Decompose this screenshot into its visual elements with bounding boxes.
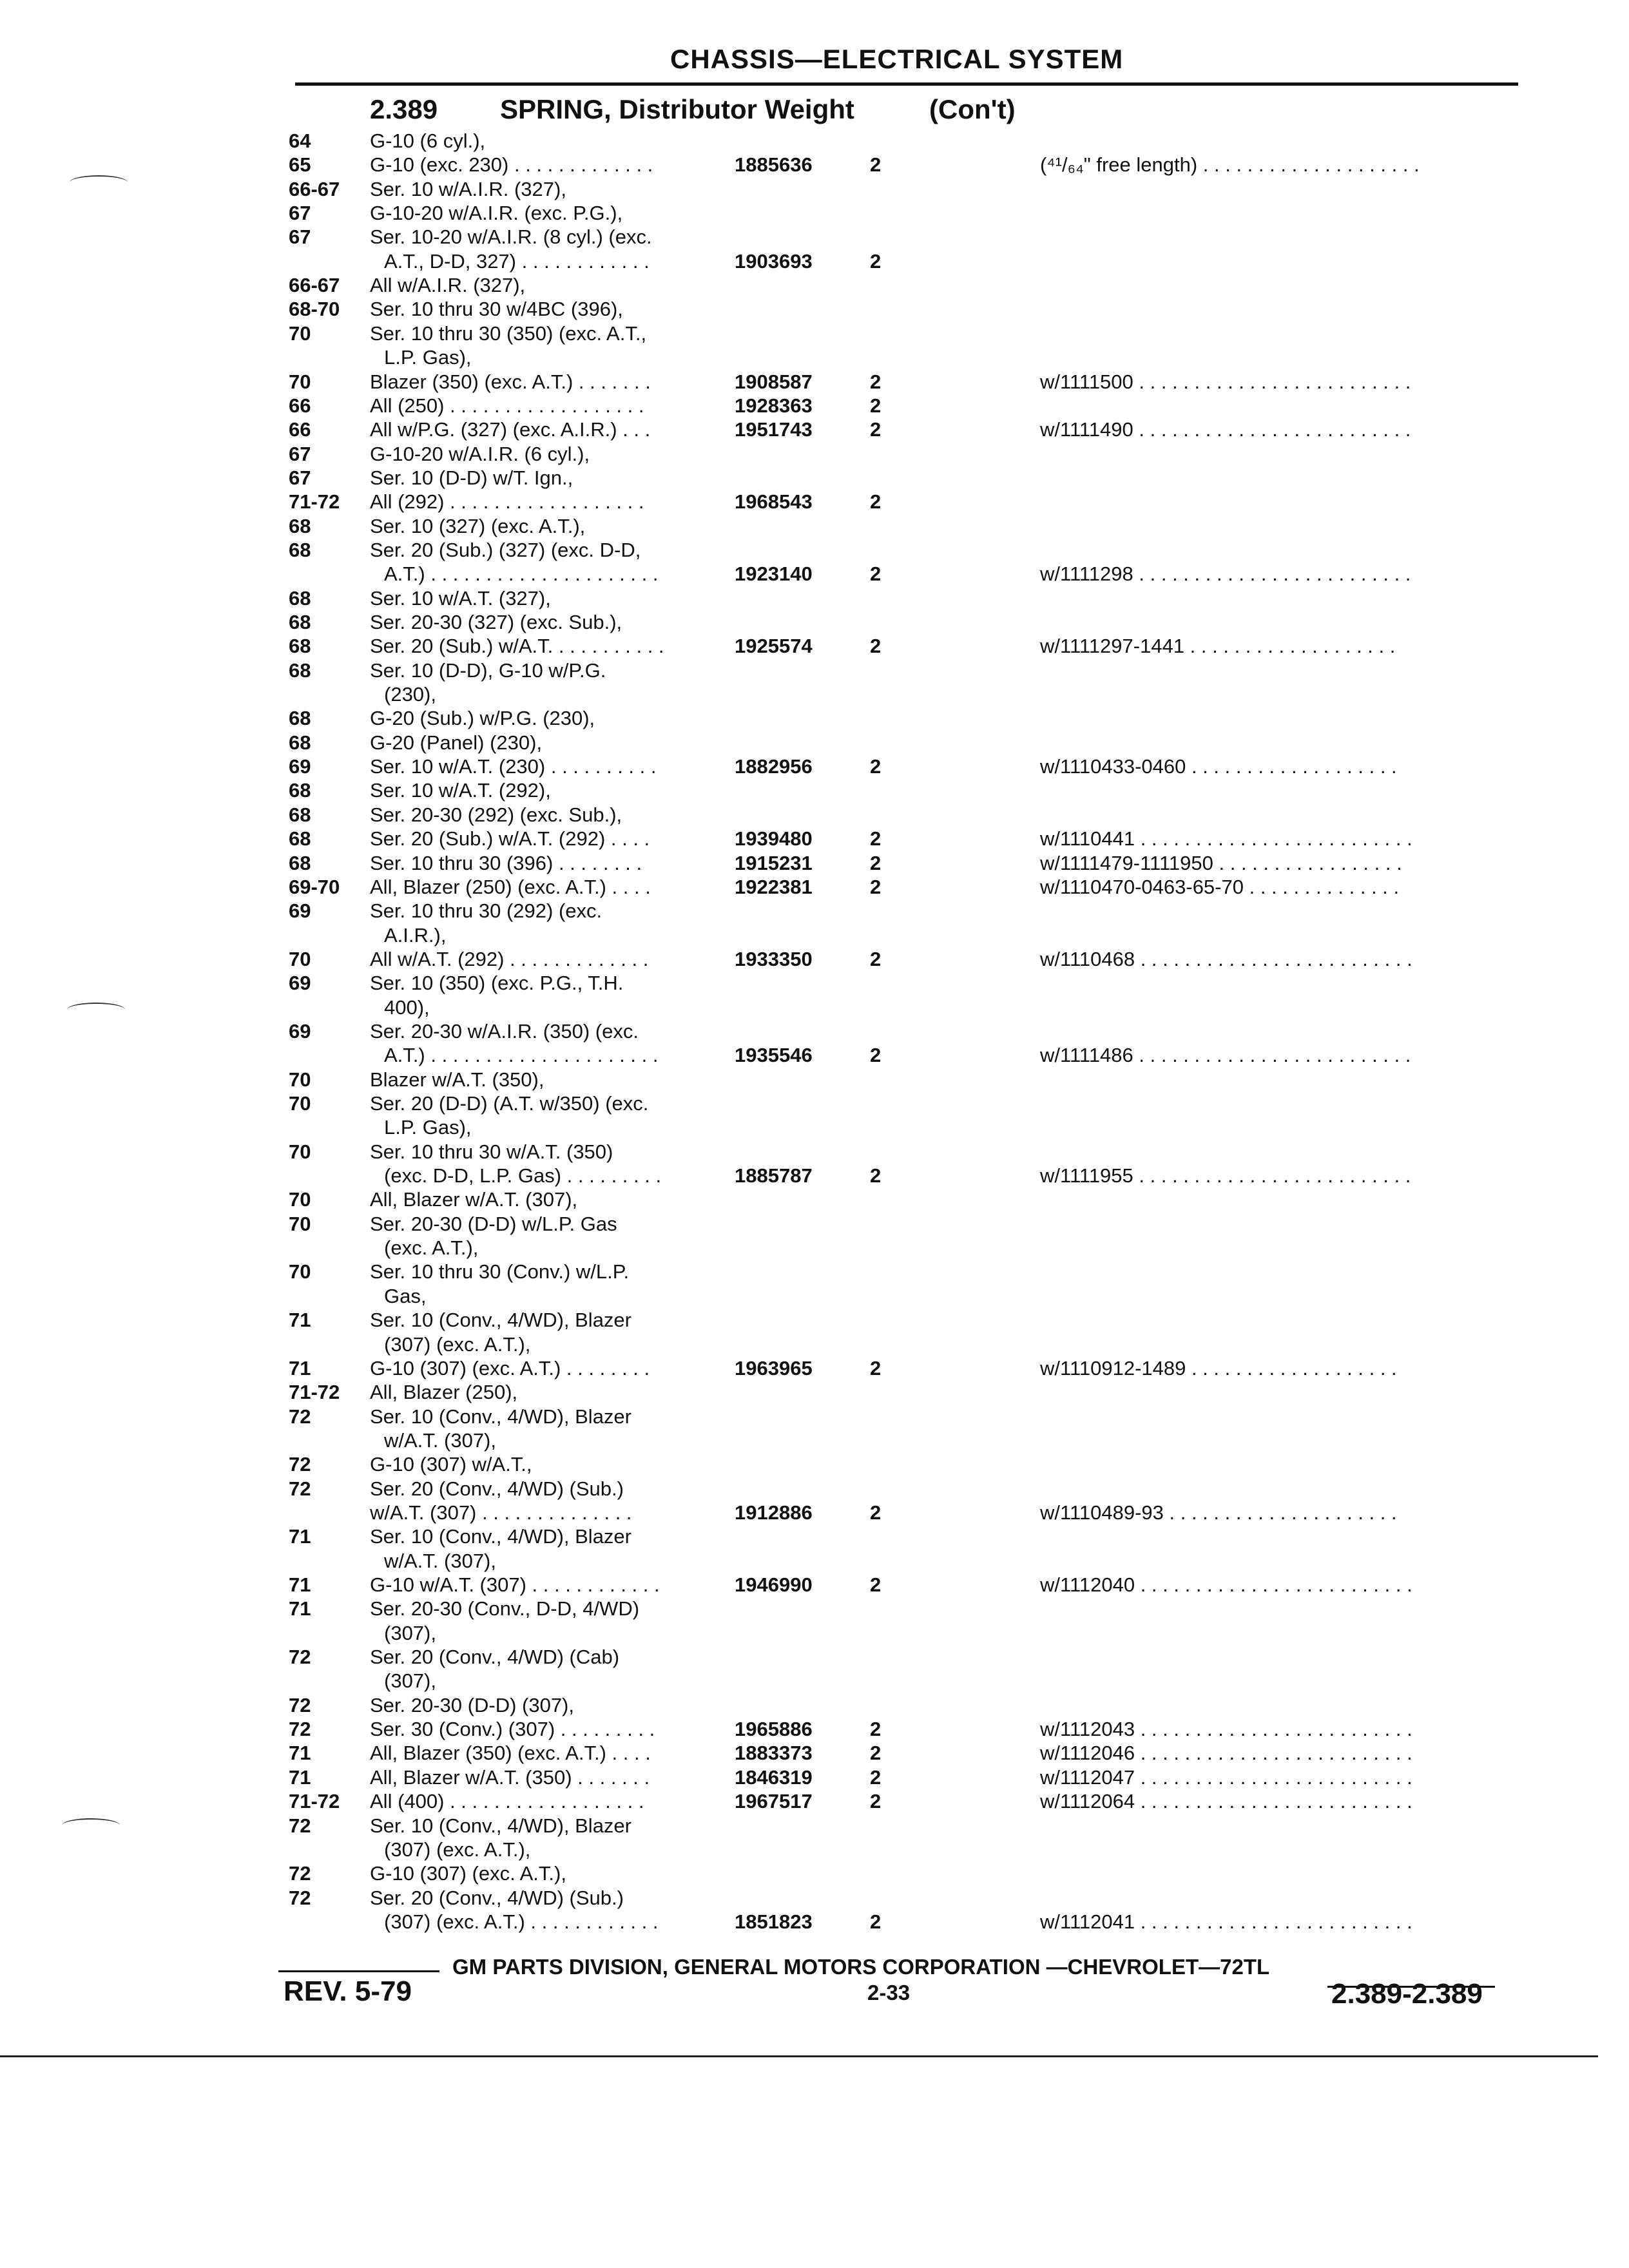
- table-row: [0, 1115, 1629, 1140]
- table-row: [0, 682, 1629, 707]
- table-row: [0, 1477, 1629, 1501]
- table-row: [0, 1380, 1629, 1405]
- table-row: [0, 1140, 1629, 1164]
- table-row: [0, 1043, 1629, 1068]
- quantity: 2: [870, 1044, 882, 1067]
- model-year: 67: [289, 466, 311, 489]
- usage-note: w/1111479-1111950 . . . . . . . . . . . . . . . . .: [1040, 851, 1402, 874]
- model-year: 71: [289, 1356, 311, 1379]
- application-description: Ser. 10 (Conv., 4/WD), Blazer: [370, 1814, 631, 1837]
- usage-note: w/1111490 . . . . . . . . . . . . . . . . . . . . . . . . .: [1040, 418, 1411, 441]
- usage-note: w/1112064 . . . . . . . . . . . . . . . . . . . . . . . . .: [1040, 1790, 1412, 1813]
- footer-text: GM PARTS DIVISION, GENERAL MOTORS CORPORATION —CHEVROLET—72TL: [452, 1955, 1270, 1979]
- footer-rule-left: [278, 1970, 439, 1972]
- application-description: Ser. 20 (Conv., 4/WD) (Sub.): [370, 1477, 624, 1500]
- application-description: G-10 (6 cyl.),: [370, 130, 486, 152]
- part-number: 1925574: [735, 635, 813, 658]
- bottom-rule: [0, 2055, 1598, 2057]
- application-description: 400),: [384, 995, 430, 1019]
- application-description: (exc. D-D, L.P. Gas) . . . . . . . . .: [384, 1164, 662, 1187]
- application-description: All, Blazer (250) (exc. A.T.) . . . .: [370, 875, 651, 898]
- usage-note: w/1110470-0463-65-70 . . . . . . . . . . . . . .: [1040, 875, 1400, 898]
- table-row: [0, 1861, 1629, 1886]
- application-description: Blazer w/A.T. (350),: [370, 1068, 545, 1091]
- model-year: 71: [289, 1525, 311, 1548]
- model-year: 72: [289, 1862, 311, 1885]
- table-row: [0, 1501, 1629, 1525]
- table-row: [0, 1524, 1629, 1549]
- table-row: [0, 1452, 1629, 1477]
- application-description: L.P. Gas),: [384, 1116, 472, 1139]
- model-year: 70: [289, 370, 311, 393]
- table-row: [0, 1597, 1629, 1621]
- part-number: 1851823: [735, 1910, 813, 1933]
- application-description: G-10 (307) (exc. A.T.),: [370, 1862, 566, 1885]
- table-row: [0, 177, 1629, 202]
- application-description: A.T.) . . . . . . . . . . . . . . . . . . . . .: [384, 1044, 659, 1067]
- quantity: 2: [870, 153, 882, 177]
- application-description: Ser. 20 (Sub.) w/A.T. . . . . . . . . . .: [370, 635, 664, 658]
- part-number: 1885787: [735, 1164, 813, 1187]
- table-row: [0, 466, 1629, 490]
- application-description: A.T., D-D, 327) . . . . . . . . . . . .: [384, 249, 650, 273]
- application-description: Ser. 10 thru 30 w/A.T. (350): [370, 1140, 613, 1163]
- application-description: (230),: [384, 683, 436, 706]
- application-description: A.T.) . . . . . . . . . . . . . . . . . . . . .: [384, 562, 659, 586]
- application-description: Ser. 10 thru 30 (292) (exc.: [370, 899, 602, 923]
- model-year: 71: [289, 1309, 311, 1332]
- part-number: 1903693: [735, 249, 813, 273]
- model-year: 71-72: [289, 1381, 340, 1404]
- table-row: [0, 370, 1629, 394]
- application-description: Ser. 20 (Sub.) (327) (exc. D-D,: [370, 538, 641, 561]
- application-description: All w/A.I.R. (327),: [370, 274, 526, 297]
- table-row: [0, 129, 1629, 153]
- table-row: [0, 1405, 1629, 1429]
- application-description: All w/A.T. (292) . . . . . . . . . . . . .: [370, 947, 649, 970]
- model-year: 71: [289, 1742, 311, 1765]
- table-row: [0, 1886, 1629, 1910]
- application-description: Ser. 20 (Sub.) w/A.T. (292) . . . .: [370, 827, 650, 850]
- application-description: Ser. 10 w/A.T. (327),: [370, 586, 551, 610]
- header-rule: [295, 82, 1518, 86]
- table-row: [0, 586, 1629, 611]
- part-number: 1915231: [735, 851, 813, 874]
- table-row: [0, 273, 1629, 298]
- part-number: 1846319: [735, 1765, 813, 1789]
- model-year: 65: [289, 153, 311, 177]
- part-number: 1946990: [735, 1573, 813, 1596]
- part-number: 1923140: [735, 562, 813, 586]
- table-row: [0, 153, 1629, 177]
- model-year: 72: [289, 1693, 311, 1716]
- model-year: 68: [289, 803, 311, 826]
- application-description: w/A.T. (307),: [384, 1428, 496, 1452]
- application-description: Ser. 10 thru 30 w/4BC (396),: [370, 298, 623, 321]
- table-row: [0, 995, 1629, 1020]
- table-row: [0, 1164, 1629, 1188]
- table-row: [0, 1789, 1629, 1814]
- application-description: w/A.T. (307) . . . . . . . . . . . . . .: [370, 1501, 632, 1524]
- table-row: [0, 1332, 1629, 1357]
- application-description: (307) (exc. A.T.) . . . . . . . . . . . .: [384, 1910, 659, 1933]
- application-description: Ser. 10 thru 30 (Conv.) w/L.P.: [370, 1260, 630, 1283]
- part-number: 1965886: [735, 1718, 813, 1741]
- usage-note: w/1110489-93 . . . . . . . . . . . . . . . . . . . . .: [1040, 1501, 1397, 1524]
- model-year: 67: [289, 202, 311, 225]
- quantity: 2: [870, 827, 882, 850]
- quantity: 2: [870, 1790, 882, 1813]
- table-row: [0, 1212, 1629, 1236]
- table-row: [0, 1621, 1629, 1646]
- model-year: 68: [289, 851, 311, 874]
- application-description: Ser. 10 thru 30 (350) (exc. A.T.,: [370, 322, 647, 345]
- table-row: [0, 1669, 1629, 1693]
- model-year: 69-70: [289, 875, 340, 898]
- usage-note: w/1112041 . . . . . . . . . . . . . . . . . . . . . . . . .: [1040, 1910, 1412, 1933]
- table-row: [0, 1910, 1629, 1934]
- model-year: 69: [289, 1019, 311, 1043]
- table-row: [0, 514, 1629, 539]
- application-description: (307),: [384, 1621, 436, 1644]
- part-number: 1922381: [735, 875, 813, 898]
- quantity: 2: [870, 947, 882, 970]
- table-row: [0, 418, 1629, 442]
- application-description: L.P. Gas),: [384, 346, 472, 369]
- table-row: [0, 1814, 1629, 1838]
- application-description: Ser. 30 (Conv.) (307) . . . . . . . . .: [370, 1718, 655, 1741]
- model-year: 69: [289, 755, 311, 778]
- table-row: [0, 875, 1629, 899]
- table-row: [0, 754, 1629, 779]
- part-number: 1967517: [735, 1790, 813, 1813]
- application-description: Ser. 20-30 (D-D) (307),: [370, 1693, 574, 1716]
- table-row: [0, 1838, 1629, 1862]
- part-number: 1933350: [735, 947, 813, 970]
- application-description: (307) (exc. A.T.),: [384, 1838, 531, 1861]
- model-year: 68: [289, 779, 311, 802]
- model-year: 70: [289, 1092, 311, 1115]
- application-description: (exc. A.T.),: [384, 1236, 479, 1260]
- table-row: [0, 225, 1629, 249]
- usage-note: w/1110912-1489 . . . . . . . . . . . . . . . . . . .: [1040, 1356, 1397, 1379]
- quantity: 2: [870, 635, 882, 658]
- section-title: SPRING, Distributor Weight: [500, 94, 854, 124]
- application-description: Ser. 10 (Conv., 4/WD), Blazer: [370, 1309, 631, 1332]
- application-description: Ser. 20-30 w/A.I.R. (350) (exc.: [370, 1019, 639, 1043]
- binding-mark: [67, 1003, 125, 1017]
- model-year: 70: [289, 1260, 311, 1283]
- quantity: 2: [870, 1356, 882, 1379]
- table-row: [0, 706, 1629, 731]
- quantity: 2: [870, 490, 882, 514]
- part-number: 1912886: [735, 1501, 813, 1524]
- table-row: [0, 1068, 1629, 1092]
- quantity: 2: [870, 851, 882, 874]
- application-description: G-10-20 w/A.I.R. (6 cyl.),: [370, 442, 590, 465]
- table-row: [0, 610, 1629, 635]
- table-row: [0, 1645, 1629, 1669]
- part-number: 1928363: [735, 394, 813, 417]
- application-description: Ser. 10 (327) (exc. A.T.),: [370, 514, 586, 537]
- model-year: 68: [289, 658, 311, 682]
- model-year: 66-67: [289, 177, 340, 200]
- application-description: All, Blazer (350) (exc. A.T.) . . . .: [370, 1742, 651, 1765]
- binding-mark: [70, 175, 128, 189]
- quantity: 2: [870, 1164, 882, 1187]
- table-row: [0, 1236, 1629, 1260]
- usage-note: w/1111500 . . . . . . . . . . . . . . . . . . . . . . . . .: [1040, 370, 1411, 393]
- part-number: 1883373: [735, 1742, 813, 1765]
- application-description: All, Blazer (250),: [370, 1381, 518, 1404]
- application-description: All, Blazer w/A.T. (350) . . . . . . .: [370, 1765, 650, 1789]
- model-year: 69: [289, 972, 311, 995]
- model-year: 70: [289, 947, 311, 970]
- application-description: G-10 (307) w/A.T.,: [370, 1453, 532, 1476]
- usage-note: w/1110468 . . . . . . . . . . . . . . . . . . . . . . . . .: [1040, 947, 1412, 970]
- table-row: [0, 827, 1629, 851]
- model-year: 68: [289, 707, 311, 730]
- section-index: 2.389-2.389: [1331, 1978, 1483, 2010]
- usage-note: w/1111298 . . . . . . . . . . . . . . . . . . . . . . . . .: [1040, 562, 1411, 586]
- application-description: (307),: [384, 1669, 436, 1693]
- quantity: 2: [870, 249, 882, 273]
- model-year: 71: [289, 1573, 311, 1596]
- application-description: G-10-20 w/A.I.R. (exc. P.G.),: [370, 202, 623, 225]
- table-row: [0, 1019, 1629, 1044]
- model-year: 72: [289, 1646, 311, 1669]
- table-row: [0, 634, 1629, 658]
- application-description: Ser. 10 (D-D), G-10 w/P.G.: [370, 658, 606, 682]
- table-row: [0, 1741, 1629, 1765]
- quantity: 2: [870, 1501, 882, 1524]
- usage-note: w/1111297-1441 . . . . . . . . . . . . . . . . . . .: [1040, 635, 1396, 658]
- table-row: [0, 731, 1629, 755]
- table-row: [0, 658, 1629, 683]
- application-description: Ser. 20-30 (Conv., D-D, 4/WD): [370, 1597, 640, 1620]
- application-description: All (292) . . . . . . . . . . . . . . . . . .: [370, 490, 644, 514]
- usage-note: w/1112043 . . . . . . . . . . . . . . . . . . . . . . . . .: [1040, 1718, 1412, 1741]
- usage-note: w/1110433-0460 . . . . . . . . . . . . . . . . . . .: [1040, 755, 1397, 778]
- usage-note: w/1111955 . . . . . . . . . . . . . . . . . . . . . . . . .: [1040, 1164, 1411, 1187]
- model-year: 70: [289, 1212, 311, 1235]
- table-row: [0, 947, 1629, 972]
- quantity: 2: [870, 1742, 882, 1765]
- model-year: 72: [289, 1453, 311, 1476]
- table-row: [0, 394, 1629, 418]
- table-row: [0, 1308, 1629, 1332]
- model-year: 72: [289, 1405, 311, 1428]
- table-row: [0, 562, 1629, 586]
- part-number: 1935546: [735, 1044, 813, 1067]
- model-year: 70: [289, 322, 311, 345]
- application-description: w/A.T. (307),: [384, 1549, 496, 1572]
- table-row: [0, 1573, 1629, 1597]
- section-number: 2.389: [370, 94, 438, 124]
- table-row: [0, 490, 1629, 514]
- table-row: [0, 1549, 1629, 1573]
- table-row: [0, 1091, 1629, 1116]
- application-description: All, Blazer w/A.T. (307),: [370, 1188, 578, 1211]
- usage-note: w/1112047 . . . . . . . . . . . . . . . . . . . . . . . . .: [1040, 1765, 1412, 1789]
- application-description: Ser. 20-30 (292) (exc. Sub.),: [370, 803, 622, 826]
- model-year: 68: [289, 635, 311, 658]
- part-number: 1908587: [735, 370, 813, 393]
- revision-label: REV. 5-79: [284, 1975, 412, 2007]
- application-description: Ser. 20 (Conv., 4/WD) (Sub.): [370, 1886, 624, 1909]
- usage-note: w/1110441 . . . . . . . . . . . . . . . . . . . . . . . . .: [1040, 827, 1412, 850]
- table-row: [0, 1260, 1629, 1284]
- application-description: A.I.R.),: [384, 923, 447, 947]
- application-description: Ser. 10 (Conv., 4/WD), Blazer: [370, 1525, 631, 1548]
- model-year: 70: [289, 1140, 311, 1163]
- application-description: Ser. 20-30 (D-D) w/L.P. Gas: [370, 1212, 617, 1235]
- table-row: [0, 201, 1629, 226]
- table-row: [0, 1187, 1629, 1212]
- model-year: 71-72: [289, 1790, 340, 1813]
- model-year: 67: [289, 226, 311, 249]
- model-year: 71: [289, 1765, 311, 1789]
- part-number: 1885636: [735, 153, 813, 177]
- binding-mark: [62, 1818, 120, 1832]
- model-year: 66-67: [289, 274, 340, 297]
- part-number: 1951743: [735, 418, 813, 441]
- application-description: Ser. 10-20 w/A.I.R. (8 cyl.) (exc.: [370, 226, 652, 249]
- table-row: [0, 1284, 1629, 1309]
- table-row: [0, 442, 1629, 466]
- model-year: 71-72: [289, 490, 340, 514]
- table-row: [0, 923, 1629, 948]
- application-description: All (400) . . . . . . . . . . . . . . . . . .: [370, 1790, 644, 1813]
- model-year: 70: [289, 1188, 311, 1211]
- page-header-title: CHASSIS—ELECTRICAL SYSTEM: [670, 44, 1124, 74]
- application-description: Ser. 10 w/A.T. (230) . . . . . . . . . .: [370, 755, 657, 778]
- table-row: [0, 322, 1629, 346]
- model-year: 72: [289, 1814, 311, 1837]
- application-description: G-10 (307) (exc. A.T.) . . . . . . . .: [370, 1356, 650, 1379]
- application-description: (307) (exc. A.T.),: [384, 1332, 531, 1356]
- quantity: 2: [870, 562, 882, 586]
- usage-note: w/1111486 . . . . . . . . . . . . . . . . . . . . . . . . .: [1040, 1044, 1411, 1067]
- table-row: [0, 1428, 1629, 1453]
- model-year: 64: [289, 130, 311, 152]
- model-year: 68-70: [289, 298, 340, 321]
- part-number: 1963965: [735, 1356, 813, 1379]
- application-description: Ser. 10 thru 30 (396) . . . . . . . .: [370, 851, 642, 874]
- model-year: 72: [289, 1886, 311, 1909]
- table-row: [0, 778, 1629, 803]
- application-description: G-20 (Sub.) w/P.G. (230),: [370, 707, 595, 730]
- part-number: 1968543: [735, 490, 813, 514]
- model-year: 67: [289, 442, 311, 465]
- quantity: 2: [870, 755, 882, 778]
- table-row: [0, 1693, 1629, 1718]
- model-year: 66: [289, 418, 311, 441]
- table-row: [0, 345, 1629, 370]
- quantity: 2: [870, 1573, 882, 1596]
- model-year: 72: [289, 1718, 311, 1741]
- table-row: [0, 899, 1629, 923]
- model-year: 69: [289, 899, 311, 923]
- application-description: Ser. 10 (350) (exc. P.G., T.H.: [370, 972, 624, 995]
- table-row: [0, 249, 1629, 274]
- quantity: 2: [870, 1910, 882, 1933]
- quantity: 2: [870, 875, 882, 898]
- part-number: 1882956: [735, 755, 813, 778]
- model-year: 68: [289, 586, 311, 610]
- table-row: [0, 538, 1629, 562]
- table-row: [0, 1717, 1629, 1742]
- table-row: [0, 1356, 1629, 1381]
- model-year: 68: [289, 611, 311, 633]
- application-description: Ser. 10 (D-D) w/T. Ign.,: [370, 466, 574, 489]
- application-description: G-10 (exc. 230) . . . . . . . . . . . . .: [370, 153, 653, 177]
- model-year: 68: [289, 538, 311, 561]
- quantity: 2: [870, 394, 882, 417]
- application-description: Blazer (350) (exc. A.T.) . . . . . . .: [370, 370, 651, 393]
- application-description: G-10 w/A.T. (307) . . . . . . . . . . . .: [370, 1573, 660, 1596]
- page-number: 2-33: [867, 1981, 911, 2004]
- table-row: [0, 971, 1629, 995]
- application-description: All w/P.G. (327) (exc. A.I.R.) . . .: [370, 418, 651, 441]
- model-year: 66: [289, 394, 311, 417]
- model-year: 72: [289, 1477, 311, 1500]
- usage-note: (⁴¹/₆₄" free length) . . . . . . . . . . . . . . . . . . . .: [1040, 153, 1420, 177]
- model-year: 71: [289, 1597, 311, 1620]
- usage-note: w/1112040 . . . . . . . . . . . . . . . . . . . . . . . . .: [1040, 1573, 1412, 1596]
- application-description: All (250) . . . . . . . . . . . . . . . . . .: [370, 394, 644, 417]
- model-year: 68: [289, 514, 311, 537]
- application-description: Ser. 20 (D-D) (A.T. w/350) (exc.: [370, 1092, 649, 1115]
- usage-note: w/1112046 . . . . . . . . . . . . . . . . . . . . . . . . .: [1040, 1742, 1412, 1765]
- table-row: [0, 297, 1629, 322]
- part-number: 1939480: [735, 827, 813, 850]
- model-year: 70: [289, 1068, 311, 1091]
- model-year: 68: [289, 731, 311, 754]
- quantity: 2: [870, 1765, 882, 1789]
- section-continued: (Con't): [929, 94, 1016, 124]
- table-row: [0, 851, 1629, 876]
- application-description: G-20 (Panel) (230),: [370, 731, 543, 754]
- table-row: [0, 1765, 1629, 1790]
- application-description: Ser. 20-30 (327) (exc. Sub.),: [370, 611, 622, 633]
- application-description: Ser. 10 w/A.I.R. (327),: [370, 177, 566, 200]
- application-description: Ser. 20 (Conv., 4/WD) (Cab): [370, 1646, 620, 1669]
- table-row: [0, 803, 1629, 827]
- quantity: 2: [870, 370, 882, 393]
- model-year: 68: [289, 827, 311, 850]
- application-description: Ser. 10 (Conv., 4/WD), Blazer: [370, 1405, 631, 1428]
- application-description: Ser. 10 w/A.T. (292),: [370, 779, 551, 802]
- quantity: 2: [870, 1718, 882, 1741]
- application-description: Gas,: [384, 1284, 427, 1307]
- quantity: 2: [870, 418, 882, 441]
